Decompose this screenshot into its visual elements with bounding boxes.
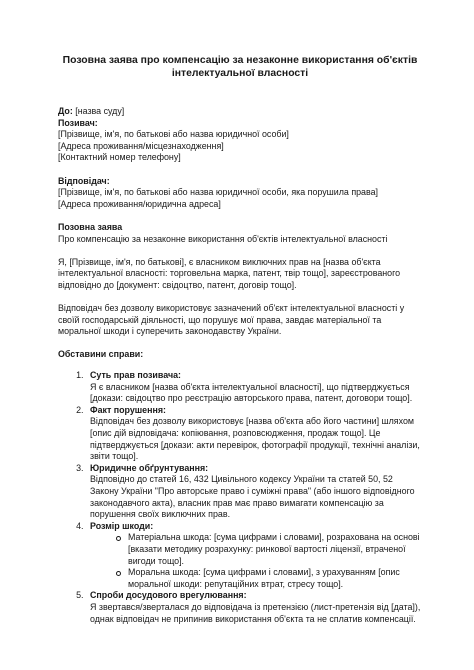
item-text-rights: Я є власником [назва об'єкта інтелектуальної власності], що підтверджується [докази: свідоцтво про реєстрацію авторського права, патент, договори тощо]. — [90, 381, 413, 404]
court-line — [58, 106, 422, 118]
damages-moral: Моральна шкода: [сума цифрами і словами], з урахуванням [опис моральної шкоди: репутаційних втрат, стресу тощо]. — [116, 567, 422, 590]
item-title-rights: 1. Суть прав позивача: — [90, 370, 181, 381]
damages-list — [90, 532, 422, 590]
item-title-damages: 4. Розмір шкоди: — [90, 520, 154, 531]
document-title: Позовна заява про компенсацію за незаконне використання об'єктів інтелектуальної власності — [62, 55, 418, 79]
court-value: [назва суду] — [72, 106, 125, 116]
defendant-label: Відповідач: — [58, 175, 110, 186]
claim-heading: Позовна заява — [58, 221, 123, 232]
plaintiff-phone: [Контактний номер телефону] — [58, 152, 181, 163]
item-title-legal: 3. Юридичне обґрунтування: — [90, 462, 209, 473]
circumstances-heading: Обставини справи: — [58, 349, 144, 360]
item-text-pretrial: Я звертався/зверталася до відповідача із претензією (лист-претензія від [дата]), однак відповідач не припинив використання об'єкта та не сплатив компенсації. — [90, 601, 421, 624]
claim-subtitle: Про компенсацію за незаконне використання об'єктів інтелектуальної власності — [58, 233, 388, 244]
circumstances-list — [58, 370, 422, 625]
item-title-pretrial: 5. Спроби досудового врегулювання: — [90, 590, 247, 601]
item-text-violation: Відповідач без дозволу використовує [назва об'єкта або його частини] шляхом [опис дій відповідача: копіювання, розповсюдження, продаж тощо]. Це підтверджується [докази: акти перевірок, фотографії продукції, технічні аналізи, звіти тощо]. — [90, 416, 420, 462]
plaintiff-label: Позивач: — [58, 117, 98, 128]
plaintiff-address: [Адреса проживання/місцезнаходження] — [58, 140, 224, 151]
defendant-name: [Прізвище, ім'я, по батькові або назва юридичної особи, яка порушила права] — [58, 187, 379, 198]
defendant-address: [Адреса проживання/юридична адреса] — [58, 198, 221, 209]
court-label: До: — [58, 106, 73, 116]
claim-paragraph-ownership: Я, [Прізвище, ім'я, по батькові], є власником виключних прав на [назва об'єкта інтелектуальної власності: торговельна марка, патент, твір тощо], зареєстрованого відповідно до [документ: свідоцтво, патент, договір тощо]. — [58, 256, 401, 290]
list-item — [86, 370, 422, 405]
list-item — [86, 463, 422, 521]
list-item — [86, 405, 422, 463]
item-text-legal: Відповідно до статей 16, 432 Цивільного кодексу України та статей 50, 52 Закону України "Про авторське право і суміжні права" (або іншого відповідного законодавчого акта), власник прав має право вимагати компенсацію за порушення своїх виключних прав. — [90, 474, 415, 520]
claim-paragraph-violation: Відповідач без дозволу використовує зазначений об'єкт інтелектуальної власності у своїй господарській діяльності, що порушує мої права, завдає матеріальної та моральної шкоди і суперечить законодавству України. — [58, 303, 405, 337]
list-item — [86, 590, 422, 625]
list-item — [86, 521, 422, 591]
item-title-violation: 2. Факт порушення: — [90, 404, 166, 415]
plaintiff-name: [Прізвище, ім'я, по батькові або назва юридичної особи] — [58, 129, 289, 140]
damages-material: Матеріальна шкода: [сума цифрами і словами], розрахована на основі [вказати методику розрахунку: ринкової вартості ліцензії, втраченої вигоди тощо]. — [116, 532, 422, 567]
